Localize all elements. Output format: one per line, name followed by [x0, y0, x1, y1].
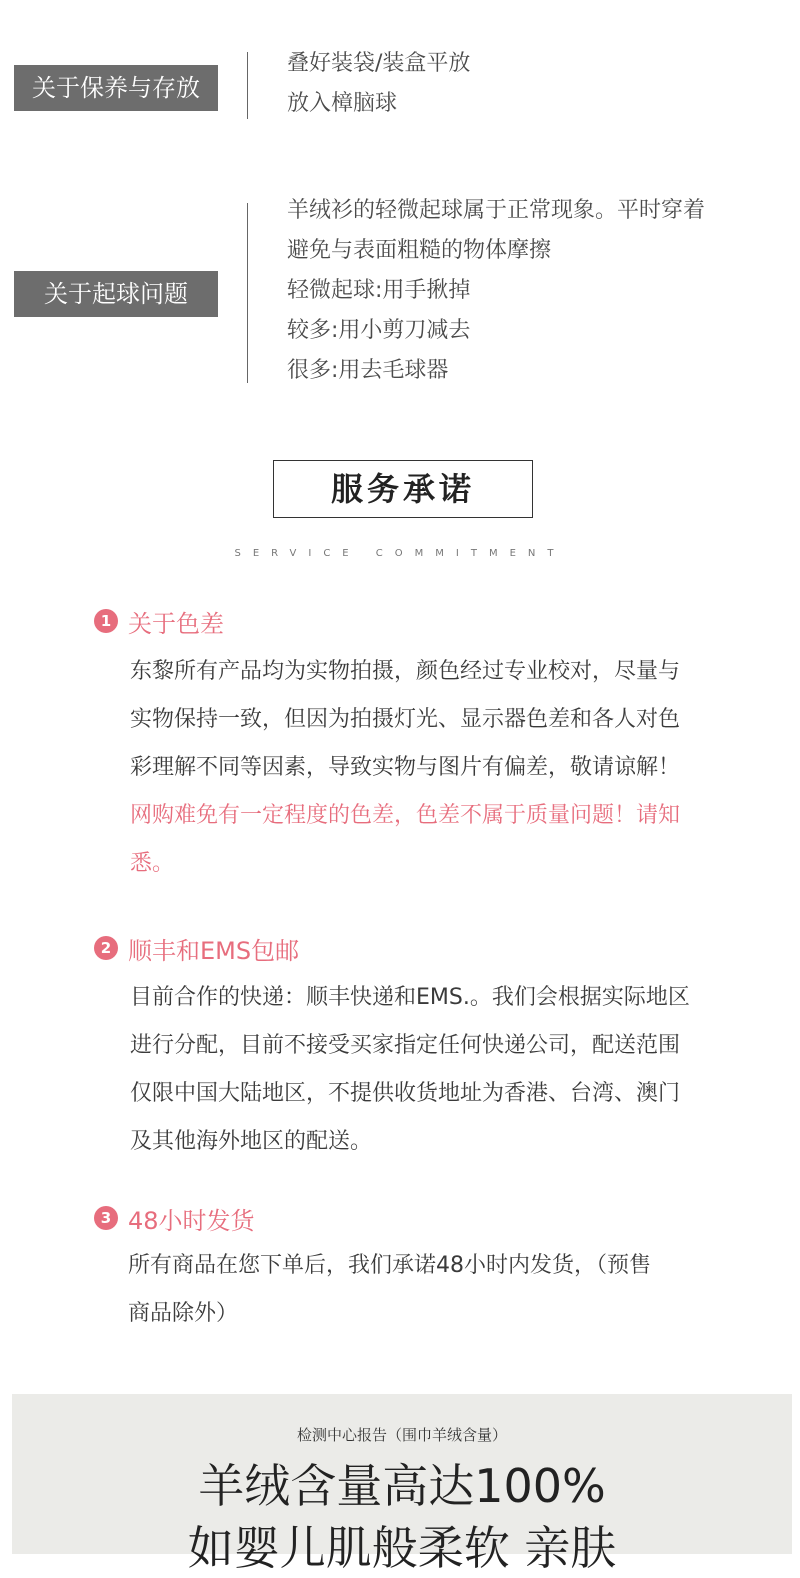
- item-2-title: 顺丰和EMS包邮: [128, 936, 300, 965]
- item-2-line-3: 仅限中国大陆地区，不提供收货地址为香港、台湾、澳门: [130, 1081, 681, 1106]
- item-1-line-2: 实物保持一致，但因为拍摄灯光、显示器色差和各人对色: [130, 707, 681, 732]
- item-1-heading: [94, 606, 224, 636]
- storage-divider: [247, 52, 248, 119]
- item-2-line-4: 及其他海外地区的配送。: [130, 1129, 373, 1154]
- pilling-line-4: 较多:用小剪刀减去: [287, 318, 471, 343]
- service-title: 服务承诺: [273, 460, 533, 518]
- number-3-icon: 3: [94, 1206, 118, 1230]
- number-2-icon: 2: [94, 936, 118, 960]
- item-2-heading: [94, 933, 299, 963]
- item-2-line-1: 目前合作的快递：顺丰快递和EMS.。我们会根据实际地区: [130, 985, 690, 1010]
- pilling-line-5: 很多:用去毛球器: [287, 358, 449, 383]
- pilling-divider: [247, 203, 248, 383]
- item-1-line-3: 彩理解不同等因素，导致实物与图片有偏差，敬请谅解！: [130, 755, 681, 780]
- item-1-body: [130, 648, 730, 888]
- report-headline-2: 如婴儿肌般柔软 亲肤: [187, 1521, 617, 1575]
- pilling-label: 关于起球问题: [14, 271, 218, 317]
- report-label: 检测中心报告（围巾羊绒含量）: [296, 1426, 507, 1444]
- item-1-title: 关于色差: [128, 609, 224, 638]
- pilling-line-1: 羊绒衫的轻微起球属于正常现象。平时穿着: [287, 198, 706, 223]
- report-headline: 羊绒含量高达100%: [198, 1459, 606, 1513]
- storage-label: 关于保养与存放: [14, 65, 218, 111]
- storage-line-1: 叠好装袋/装盒平放: [287, 51, 471, 76]
- item-1-line-1: 东黎所有产品均为实物拍摄，颜色经过专业校对，尽量与: [130, 659, 681, 684]
- service-subtitle: SERVICE COMMITMENT: [234, 548, 566, 559]
- item-1-highlight-1: 网购难免有一定程度的色差，色差不属于质量问题！请知: [130, 803, 681, 828]
- item-3-line-2: 商品除外）: [128, 1301, 239, 1326]
- item-2-line-2: 进行分配，目前不接受买家指定任何快递公司，配送范围: [130, 1033, 681, 1058]
- item-1-highlight-2: 悉。: [130, 851, 175, 876]
- item-3-title: 48小时发货: [128, 1206, 255, 1235]
- number-1-icon: 1: [94, 609, 118, 633]
- item-2-body: [130, 974, 730, 1166]
- pilling-line-3: 轻微起球:用手揪掉: [287, 278, 471, 303]
- item-3-heading: [94, 1203, 255, 1233]
- item-3-line-1: 所有商品在您下单后，我们承诺48小时内发货，（预售: [128, 1253, 651, 1278]
- item-3-body: [128, 1242, 728, 1338]
- pilling-line-2: 避免与表面粗糙的物体摩擦: [287, 238, 552, 263]
- storage-line-2: 放入樟脑球: [287, 91, 398, 116]
- report-banner: [12, 1394, 792, 1575]
